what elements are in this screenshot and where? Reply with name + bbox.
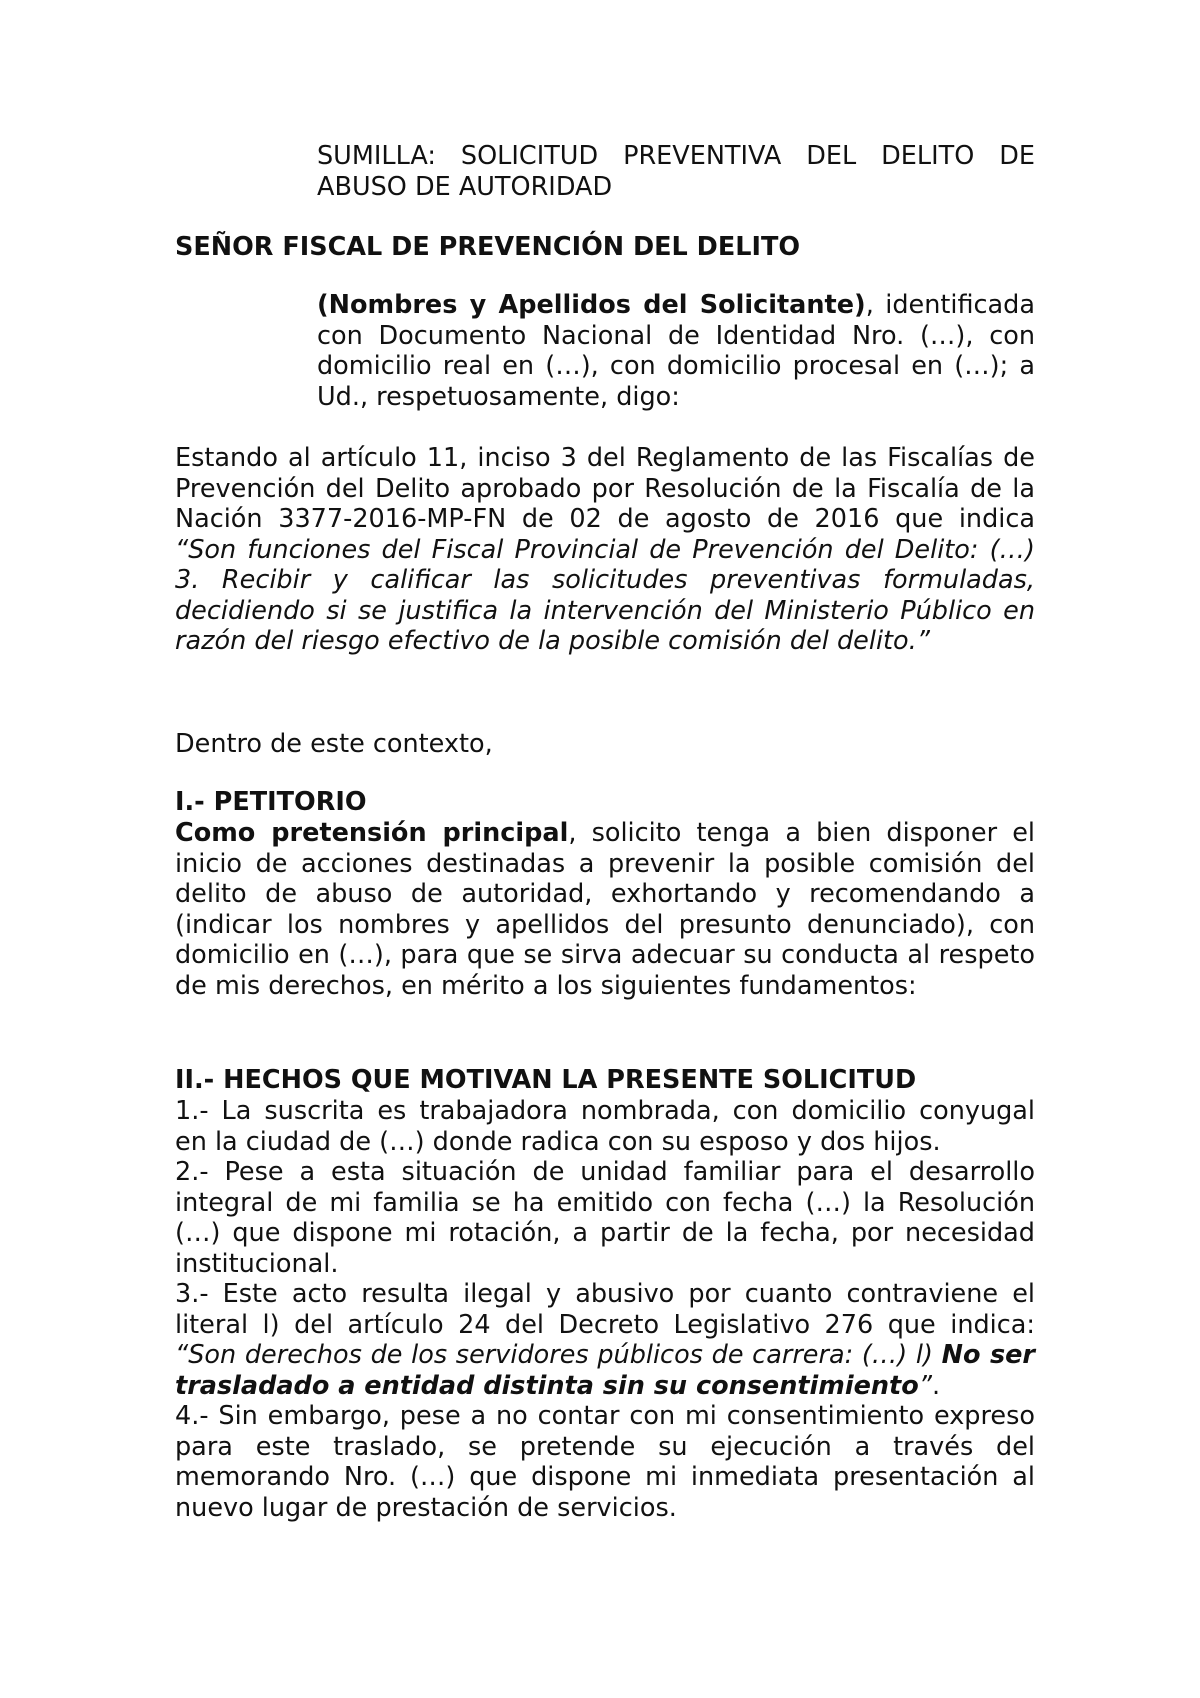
hechos-heading: II.- HECHOS QUE MOTIVAN LA PRESENTE SOLICITUD	[175, 1065, 917, 1095]
petitorio-paragraph	[175, 818, 1035, 1001]
context-line: Dentro de este contexto,	[175, 729, 493, 759]
hecho-4: 4.- Sin embargo, pese a no contar con mi consentimiento expreso para este traslado, se pretende su ejecución a través del memorando Nro. (…) que dispone mi inmediata presentación al nuevo lugar de prestación de servicios.	[175, 1401, 1035, 1523]
hecho-1: 1.- La suscrita es trabajadora nombrada, con domicilio conyugal en la ciudad de (…) donde radica con su esposo y dos hijos.	[175, 1096, 1035, 1157]
sumilla: SUMILLA: SOLICITUD PREVENTIVA DEL DELITO DE ABUSO DE AUTORIDAD	[317, 141, 1035, 202]
hecho-3	[175, 1279, 1035, 1401]
hecho-3-quote-bold: No ser trasladado a entidad distinta sin su consentimiento	[175, 1340, 1035, 1401]
addressee: SEÑOR FISCAL DE PREVENCIÓN DEL DELITO	[175, 232, 801, 262]
petitorio-lead: Como pretensión principal	[175, 818, 569, 848]
hecho-3-text: 3.- Este acto resulta ilegal y abusivo por cuanto contraviene el literal l) del artículo 24 del Decreto Legislativo 276 que indica:	[175, 1279, 1035, 1340]
hecho-3-close-quote: ”	[918, 1370, 932, 1401]
petitorio-heading: I.- PETITORIO	[175, 787, 367, 817]
petitorio-text: , solicito tenga a bien disponer el inicio de acciones destinadas a prevenir la posible comisión del delito de abuso de autoridad, exhortando y recomendando a (indicar los nombres y apellidos del presunto denunciado), con domicilio en (…), para que se sirva adecuar su conducta al respeto de mis derechos, en mérito a los siguientes fundamentos:	[175, 818, 1035, 1001]
preamble-text: Estando al artículo 11, inciso 3 del Reglamento de las Fiscalías de Prevención del Delito aprobado por Resolución de la Fiscalía de la Nación 3377-2016-MP-FN de 02 de agosto de 2016 que indica	[175, 443, 1035, 534]
hecho-3-quote: “Son derechos de los servidores públicos de carrera: (…) l)	[175, 1340, 942, 1370]
intro-text: , identificada con Documento Nacional de Identidad Nro. (…), con domicilio real en (…), con domicilio procesal en (…); a Ud., respetuosamente, digo:	[317, 290, 1035, 412]
preamble-paragraph	[175, 443, 1035, 657]
solicitant-name: (Nombres y Apellidos del Solicitante)	[317, 290, 866, 320]
hechos-list	[175, 1096, 1035, 1523]
intro-paragraph	[317, 290, 1035, 412]
preamble-quote: “Son funciones del Fiscal Provincial de Prevención del Delito: (…) 3. Recibir y calificar las solicitudes preventivas formuladas, decidiendo si se justifica la intervención del Ministerio Público en razón del riesgo efectivo de la posible comisión del delito.”	[175, 534, 1035, 656]
hecho-2: 2.- Pese a esta situación de unidad familiar para el desarrollo integral de mi familia se ha emitido con fecha (…) la Resolución (…) que dispone mi rotación, a partir de la fecha, por necesidad institucional.	[175, 1157, 1035, 1279]
hecho-3-end: .	[932, 1370, 941, 1401]
